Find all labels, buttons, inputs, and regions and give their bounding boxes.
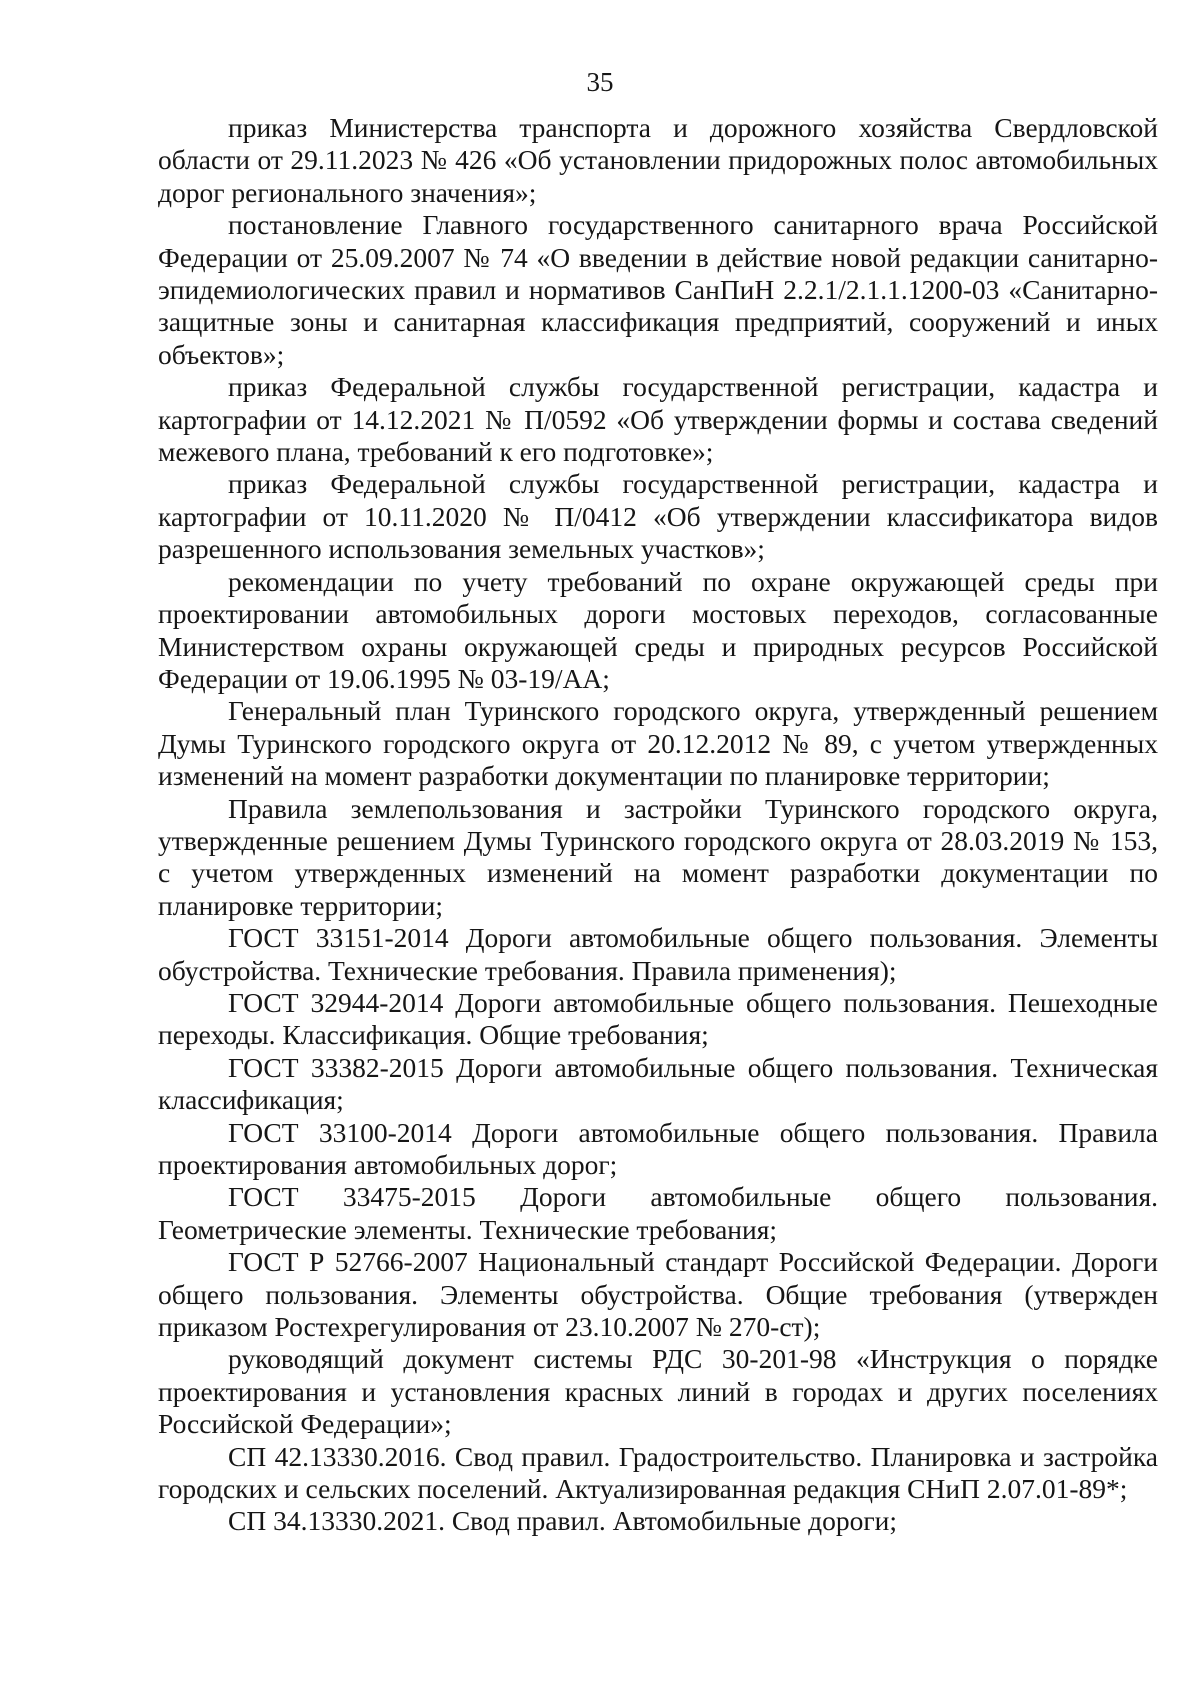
- list-item: ГОСТ 33475-2015 Дороги автомобильные общего пользования. Геометрические элементы. Технические требования;: [158, 1181, 1158, 1245]
- list-item: Правила землепользования и застройки Туринского городского округа, утвержденные решением Думы Туринского городского округа от 28.03.2019 № 153, с учетом утвержденных изменений на момент разработки документации по планировке территории;: [158, 792, 1158, 921]
- list-item: ГОСТ 32944-2014 Дороги автомобильные общего пользования. Пешеходные переходы. Классификация. Общие требования;: [158, 986, 1158, 1051]
- list-item: приказ Федеральной службы государственной регистрации, кадастра и картографии от 10.11.2020 № П/0412 «Об утверждении классификатора видов разрешенного использования земельных участков»;: [158, 468, 1158, 565]
- page-number: 35: [586, 67, 614, 97]
- list-item: постановление Главного государственного санитарного врача Российской Федерации от 25.09.2007 № 74 «О введении в действие новой редакции санитарно-эпидемиологических правил и нормативов СанПиН 2.2.1/2.1.1.1200-03 «Санитарно-защитные зоны и санитарная классификация предприятий, сооружений и иных объектов»;: [158, 209, 1158, 370]
- list-item: ГОСТ Р 52766-2007 Национальный стандарт Российской Федерации. Дороги общего пользования. Элементы обустройства. Общие требования (утвержден приказом Ростехрегулирования от 23.10.2007 № 270-ст);: [158, 1246, 1158, 1343]
- list-item: ГОСТ 33151-2014 Дороги автомобильные общего пользования. Элементы обустройства. Технические требования. Правила применения);: [158, 922, 1158, 986]
- list-item: ГОСТ 33382-2015 Дороги автомобильные общего пользования. Техническая классификация;: [158, 1051, 1158, 1116]
- list-item: приказ Министерства транспорта и дорожного хозяйства Свердловской области от 29.11.2023 № 426 «Об установлении придорожных полос автомобильных дорог регионального значения»;: [158, 112, 1158, 208]
- list-item: Генеральный план Туринского городского округа, утвержденный решением Думы Туринского городского округа от 20.12.2012 № 89, с учетом утвержденных изменений на момент разработки документации по планировке территории;: [158, 695, 1158, 792]
- list-item: рекомендации по учету требований по охране окружающей среды при проектировании автомобильных дороги мостовых переходов, согласованные Министерством охраны окружающей среды и природных ресурсов Российской Федерации от 19.06.1995 № 03-19/АА;: [158, 565, 1158, 694]
- document-body: [158, 112, 1158, 1538]
- list-item: руководящий документ системы РДС 30-201-98 «Инструкция о порядке проектирования и установления красных линий в городах и других поселениях Российской Федерации»;: [158, 1343, 1158, 1440]
- list-item: СП 42.13330.2016. Свод правил. Градостроительство. Планировка и застройка городских и сельских поселений. Актуализированная редакция СНиП 2.07.01-89*;: [158, 1440, 1158, 1505]
- list-item: приказ Федеральной службы государственной регистрации, кадастра и картографии от 14.12.2021 № П/0592 «Об утверждении формы и состава сведений межевого плана, требований к его подготовке»;: [158, 371, 1158, 468]
- list-item: ГОСТ 33100-2014 Дороги автомобильные общего пользования. Правила проектирования автомобильных дорог;: [158, 1116, 1158, 1180]
- list-item: СП 34.13330.2021. Свод правил. Автомобильные дороги;: [228, 1505, 897, 1537]
